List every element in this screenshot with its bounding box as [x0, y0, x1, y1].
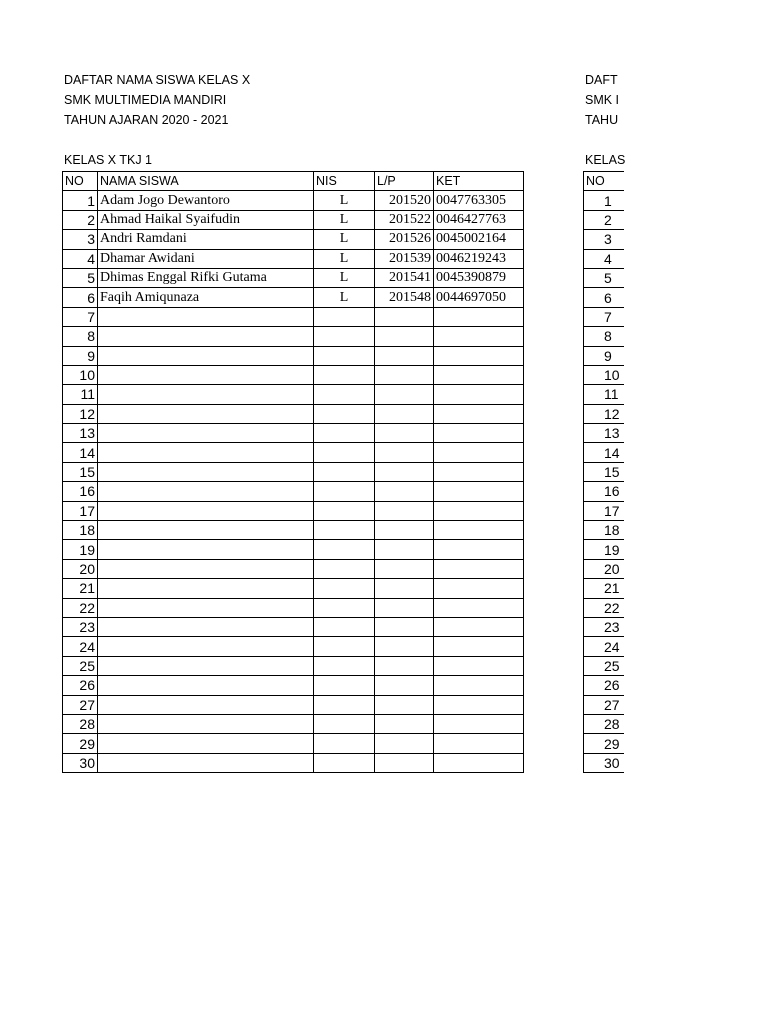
table-row — [584, 307, 624, 326]
academic-year: TAHUN AJARAN 2020 - 2021 — [64, 113, 229, 127]
table-row — [584, 365, 624, 384]
cell-no: 24 — [584, 637, 624, 656]
table-row — [584, 385, 624, 404]
cell-no: 22 — [63, 598, 98, 617]
column-header-name: NAMA SISWA — [98, 172, 314, 191]
cell-no: 18 — [584, 521, 624, 540]
document-title: DAFTAR NAMA SISWA KELAS X — [64, 73, 251, 87]
cell-no: 20 — [63, 559, 98, 578]
cell-no: 3 — [584, 230, 624, 249]
column-header-lp: L/P — [375, 172, 434, 191]
cell-no: 28 — [584, 714, 624, 733]
cell-no: 6 — [63, 288, 98, 307]
cell-no: 5 — [584, 268, 624, 287]
cell-no: 4 — [63, 249, 98, 268]
cell-nis: L — [314, 210, 375, 229]
cell-nis: L — [314, 288, 375, 307]
cell-no: 26 — [584, 676, 624, 695]
cell-no: 15 — [584, 462, 624, 481]
next-sheet-class-fragment: KELAS — [585, 153, 626, 167]
cell-name: Adam Jogo Dewantoro — [98, 191, 314, 210]
cell-no: 9 — [63, 346, 98, 365]
cell-no: 27 — [584, 695, 624, 714]
cell-ket: 0047763305 — [434, 191, 524, 210]
cell-no: 17 — [584, 501, 624, 520]
cell-no: 26 — [63, 676, 98, 695]
table-row — [584, 268, 624, 287]
table-row — [584, 714, 624, 733]
table-row — [584, 346, 624, 365]
cell-no: 2 — [584, 210, 624, 229]
cell-name: Faqih Amiqunaza — [98, 288, 314, 307]
cell-no: 15 — [63, 462, 98, 481]
cell-no: 4 — [584, 249, 624, 268]
next-sheet-year-fragment: TAHU — [585, 113, 619, 127]
cell-no: 28 — [63, 714, 98, 733]
table-row — [584, 695, 624, 714]
table-row — [584, 734, 624, 753]
table-row — [584, 559, 624, 578]
cell-no: 30 — [584, 753, 624, 772]
cell-no: 17 — [63, 501, 98, 520]
cell-no: 11 — [584, 385, 624, 404]
table-row — [584, 191, 624, 210]
cell-no: 21 — [584, 579, 624, 598]
cell-name: Dhimas Enggal Rifki Gutama — [98, 268, 314, 287]
cell-lp: 201539 — [375, 249, 434, 268]
table-header-row — [584, 172, 624, 191]
cell-no: 10 — [63, 365, 98, 384]
table-row — [584, 404, 624, 423]
cell-ket: 0045002164 — [434, 230, 524, 249]
cell-lp: 201526 — [375, 230, 434, 249]
table-row — [584, 656, 624, 675]
cell-no: 21 — [63, 579, 98, 598]
cell-no: 19 — [584, 540, 624, 559]
table-row — [584, 676, 624, 695]
cell-lp: 201522 — [375, 210, 434, 229]
cell-no: 7 — [63, 307, 98, 326]
cell-no: 2 — [63, 210, 98, 229]
cell-nis: L — [314, 230, 375, 249]
cell-no: 16 — [584, 482, 624, 501]
cell-no: 16 — [63, 482, 98, 501]
cell-no: 7 — [584, 307, 624, 326]
cell-name: Andri Ramdani — [98, 230, 314, 249]
cell-no: 27 — [63, 695, 98, 714]
cell-no: 19 — [63, 540, 98, 559]
cell-no: 20 — [584, 559, 624, 578]
cell-ket: 0044697050 — [434, 288, 524, 307]
next-sheet-title-fragment: DAFT — [585, 73, 618, 87]
cell-lp: 201548 — [375, 288, 434, 307]
cell-no: 18 — [63, 521, 98, 540]
column-header-no: NO — [63, 172, 98, 191]
cell-lp: 201541 — [375, 268, 434, 287]
cell-no: 23 — [63, 617, 98, 636]
table-row — [584, 327, 624, 346]
cell-name: Ahmad Haikal Syaifudin — [98, 210, 314, 229]
cell-name: Dhamar Awidani — [98, 249, 314, 268]
cell-no: 5 — [63, 268, 98, 287]
column-header-ket: KET — [434, 172, 524, 191]
cell-no: 1 — [584, 191, 624, 210]
table-row — [584, 288, 624, 307]
cell-no: 14 — [584, 443, 624, 462]
column-header-nis: NIS — [314, 172, 375, 191]
cell-no: 13 — [584, 424, 624, 443]
table-row — [584, 482, 624, 501]
cell-lp: 201520 — [375, 191, 434, 210]
cell-nis: L — [314, 249, 375, 268]
cell-no: 24 — [63, 637, 98, 656]
cell-no: 25 — [584, 656, 624, 675]
next-sheet-school-fragment: SMK I — [585, 93, 620, 107]
class-label: KELAS X TKJ 1 — [64, 153, 153, 167]
table-row — [584, 462, 624, 481]
cell-no: 12 — [63, 404, 98, 423]
table-row — [584, 521, 624, 540]
cell-ket: 0045390879 — [434, 268, 524, 287]
cell-no: 3 — [63, 230, 98, 249]
table-row — [584, 579, 624, 598]
column-header-no: NO — [584, 172, 624, 191]
cell-nis: L — [314, 268, 375, 287]
table-row — [584, 443, 624, 462]
table-row — [584, 501, 624, 520]
cell-no: 8 — [63, 327, 98, 346]
cell-no: 6 — [584, 288, 624, 307]
table-row — [584, 424, 624, 443]
cell-no: 8 — [584, 327, 624, 346]
cell-ket: 0046427763 — [434, 210, 524, 229]
cell-no: 30 — [63, 753, 98, 772]
cell-no: 1 — [63, 191, 98, 210]
cell-no: 11 — [63, 385, 98, 404]
table-row — [584, 249, 624, 268]
table-row — [584, 210, 624, 229]
cell-ket: 0046219243 — [434, 249, 524, 268]
cell-no: 9 — [584, 346, 624, 365]
table-row — [584, 598, 624, 617]
cell-no: 10 — [584, 365, 624, 384]
cell-no: 23 — [584, 617, 624, 636]
table-row — [584, 753, 624, 772]
table-row — [584, 230, 624, 249]
cell-no: 29 — [584, 734, 624, 753]
table-row — [584, 617, 624, 636]
cell-no: 14 — [63, 443, 98, 462]
cell-no: 25 — [63, 656, 98, 675]
school-name: SMK MULTIMEDIA MANDIRI — [64, 93, 227, 107]
table-row — [584, 540, 624, 559]
cell-no: 29 — [63, 734, 98, 753]
cell-no: 12 — [584, 404, 624, 423]
table-row — [584, 637, 624, 656]
cell-no: 22 — [584, 598, 624, 617]
cell-no: 13 — [63, 424, 98, 443]
cell-nis: L — [314, 191, 375, 210]
next-student-table-partial — [583, 171, 624, 773]
